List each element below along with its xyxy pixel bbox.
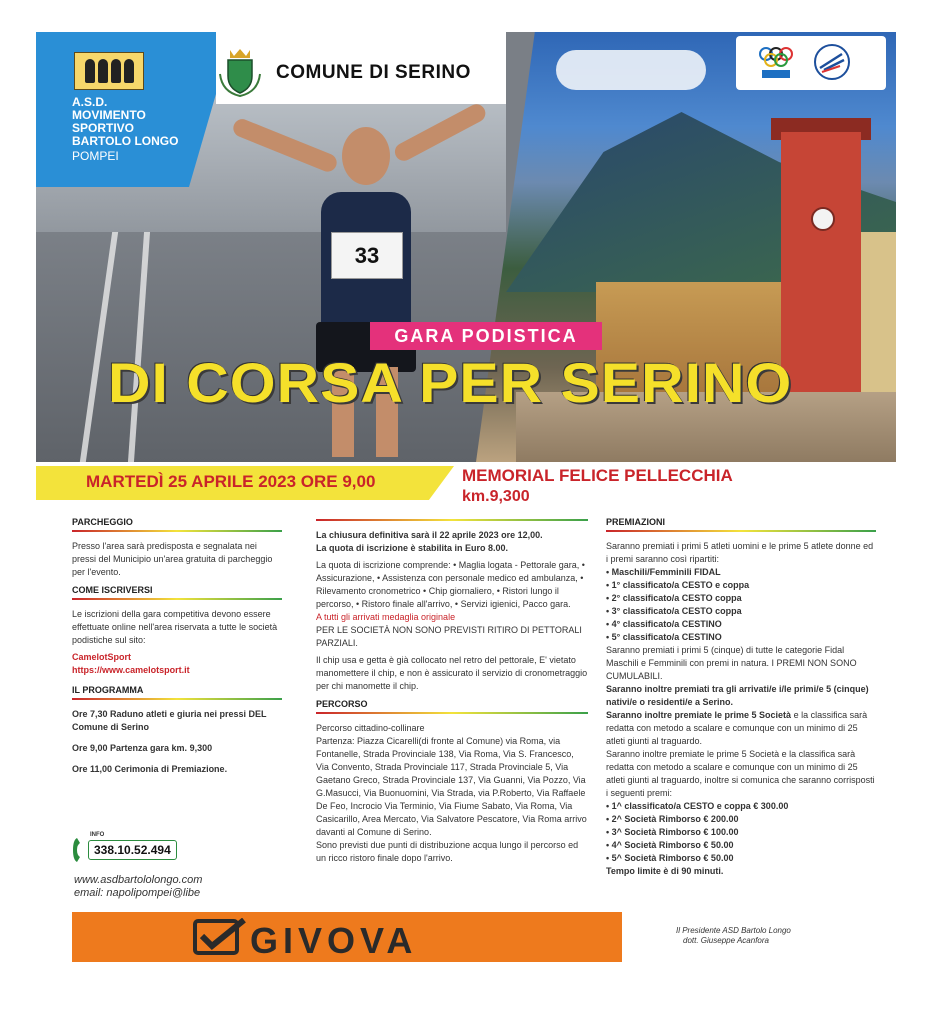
section-title-parcheggio: PARCHEGGIO: [72, 517, 133, 527]
list-item: • 1° classificato/a CESTO e coppa: [606, 580, 750, 590]
fidal-icon: [812, 42, 852, 82]
list-item: • 2° classificato/a CESTO coppa: [606, 593, 742, 603]
org-city: POMPEI: [72, 149, 119, 163]
site-url-link[interactable]: https://www.camelotsport.it: [72, 665, 190, 675]
signature-name: dott. Giuseppe Acanfora: [683, 936, 769, 945]
bib-number: 33: [331, 232, 403, 279]
categorie-text: Saranno premiati i primi 5 (cinque) di tutte le categorie Fidal Maschili e Femminili con premi in natura. I PREMI NON SONO CUMULABILI.: [606, 645, 857, 681]
medaglia-text: A tutti gli arrivati medaglia originale: [316, 612, 456, 622]
societa-prize-list: [606, 800, 876, 865]
list-item: • 5^ Società Rimborso € 50.00: [606, 853, 734, 863]
parcheggio-text: Presso l'area sarà predisposta e segnalata nei pressi del Municipio un'area gratuita di parcheggio per l'evento.: [72, 541, 273, 577]
info-column-middle: [316, 517, 588, 869]
iscrizioni-text: Le iscrizioni della gara competitiva devono essere effettuate online nell'area riservata a tutte le società podistiche sul sito:: [72, 609, 278, 645]
phone-number[interactable]: 338.10.52.494: [88, 840, 177, 860]
section-divider: [316, 519, 588, 521]
section-divider: [72, 598, 282, 600]
list-item: • 4° classificato/a CESTINO: [606, 619, 722, 629]
quota-text: La quota di iscrizione comprende: • Maglia logata - Pettorale gara, • Assicurazione, • Assistenza con personale medico ed ambulanza, • Rilevamento cronometrico • Chip giornaliero, • Ristori lungo il percorso, • Ristoro finale all'arrivo, • Servizi igienici, Pacco gara.: [316, 560, 585, 609]
email-link[interactable]: email: napolipompei@libe: [74, 887, 201, 899]
pettorali-text: PER LE SOCIETÀ NON SONO PREVISTI RITIRO DI PETTORALI PARZIALI.: [316, 625, 582, 648]
list-item: • 3° classificato/a CESTO coppa: [606, 606, 742, 616]
list-item: • 1^ classificato/a CESTO e coppa € 300.00: [606, 801, 789, 811]
memorial-title: MEMORIAL FELICE PELLECCHIA: [462, 466, 733, 485]
comune-title: COMUNE DI SERINO: [276, 62, 471, 83]
individual-prize-list: [606, 566, 876, 644]
premiazioni-intro: Saranno premiati i primi 5 atleti uomini e le prime 5 atlete donne ed i premi saranno così ripartiti:: [606, 541, 874, 564]
section-divider: [72, 698, 282, 700]
chiusura-text: La chiusura definitiva sarà il 22 aprile 2023 ore 12,00. La quota di iscrizione è stabilita in Euro 8.00.: [316, 530, 543, 553]
hero-banner: [36, 32, 896, 462]
list-item: • 2^ Società Rimborso € 200.00: [606, 814, 739, 824]
event-date: MARTEDÌ 25 APRILE 2023 ORE 9,00: [86, 472, 376, 491]
clock-icon: [811, 207, 835, 231]
givova-check-icon: [192, 918, 248, 956]
section-divider: [606, 530, 876, 532]
event-title: DI CORSA PER SERINO: [108, 351, 793, 414]
societa-inline: [606, 709, 876, 748]
info-column-left: [72, 517, 282, 780]
cloud: [556, 50, 706, 90]
section-title-programma: IL PROGRAMMA: [72, 685, 144, 695]
societa-rest: e la classifica sarà redatta con metodo a scalare e comunque con un minimo di 25 atleti giunti al traguardo.: [606, 710, 868, 746]
crest-icon: [216, 46, 264, 98]
societa-bold: Saranno inoltre premiate le prime 5 Società: [606, 710, 792, 720]
percorso-text: Percorso cittadino-collinare Partenza: Piazza Cicarelli(di fronte al Comune) via Roma, via Fontanelle, Strada Provinciale 138, Via Roma, Via S. Francesco, Via Convento, Strada Provinciale 117, Strada Provinciale 5, Via Gaetano Greco, Strada Provinciale 137, Via Guanni, Via Pozzo, Via G.Masucci, Via Buonuomini, Via Strada, via P.Roberto, Via Raffaele De Feo, Incrocio Via Terminio, Via Fiume Sabato, Via Roma, Via Casicarillo, Area Mercato, Via Salvatore Pescatore, Via Roma arrivo davanti al Comune di Serino. Sono previsti due punti di distribuzione acqua lungo il percorso ed un ricco ristoro finale dopo l'arrivo.: [316, 723, 587, 863]
programma-item: Ore 9,00 Partenza gara km. 9,300: [72, 743, 213, 753]
signature-title: Il Presidente ASD Bartolo Longo: [676, 926, 791, 935]
list-item: • Maschili/Femminili FIDAL: [606, 567, 721, 577]
sponsor-logo: GIVOVA: [250, 920, 418, 961]
societa-text: Saranno inoltre premiate le prime 5 Società e la classifica sarà redatta con metodo a scalare e comunque con un minimo di 25 atleti giunti al traguardo, inoltre si comunica che saranno corrisposti i seguenti premi:: [606, 749, 875, 798]
section-divider: [316, 712, 588, 714]
runner-head: [342, 127, 390, 185]
list-item: • 4^ Società Rimborso € 50.00: [606, 840, 734, 850]
section-divider: [72, 530, 282, 532]
list-item: • 5° classificato/a CESTINO: [606, 632, 722, 642]
section-title-percorso: PERCORSO: [316, 699, 368, 709]
org-logo: [74, 52, 144, 90]
section-title-iscrizioni: COME ISCRIVERSI: [72, 585, 153, 595]
section-title-premiazioni: PREMIAZIONI: [606, 517, 666, 527]
info-label: INFO: [90, 832, 105, 838]
programma-item: Ore 11,00 Cerimonia di Premiazione.: [72, 764, 228, 774]
event-label: GARA PODISTICA: [370, 322, 602, 350]
list-item: • 3^ Società Rimborso € 100.00: [606, 827, 739, 837]
website-link[interactable]: www.asdbartololongo.com: [74, 874, 203, 886]
info-column-right: [606, 517, 876, 882]
chip-text: Il chip usa e getta è già collocato nel retro del pettorale, E' vietato manomettere il chip, e non è assicurato il servizio di cronometraggio per chi manomette il chip.: [316, 655, 588, 691]
race-distance: km.9,300: [462, 488, 530, 505]
nativi-text: Saranno inoltre premiati tra gli arrivati/e i/le primi/e 5 (cinque) nativi/e o residenti/e a Serino.: [606, 684, 869, 707]
org-name: A.S.D. MOVIMENTO SPORTIVO BARTOLO LONGO: [72, 95, 179, 148]
coni-icon: [754, 42, 798, 82]
tempo-limite: Tempo limite è di 90 minuti.: [606, 866, 724, 876]
site-name: CamelotSport: [72, 652, 132, 662]
programma-item: Ore 7,30 Raduno atleti e giuria nei pressi DEL Comune di Serino: [72, 709, 267, 732]
